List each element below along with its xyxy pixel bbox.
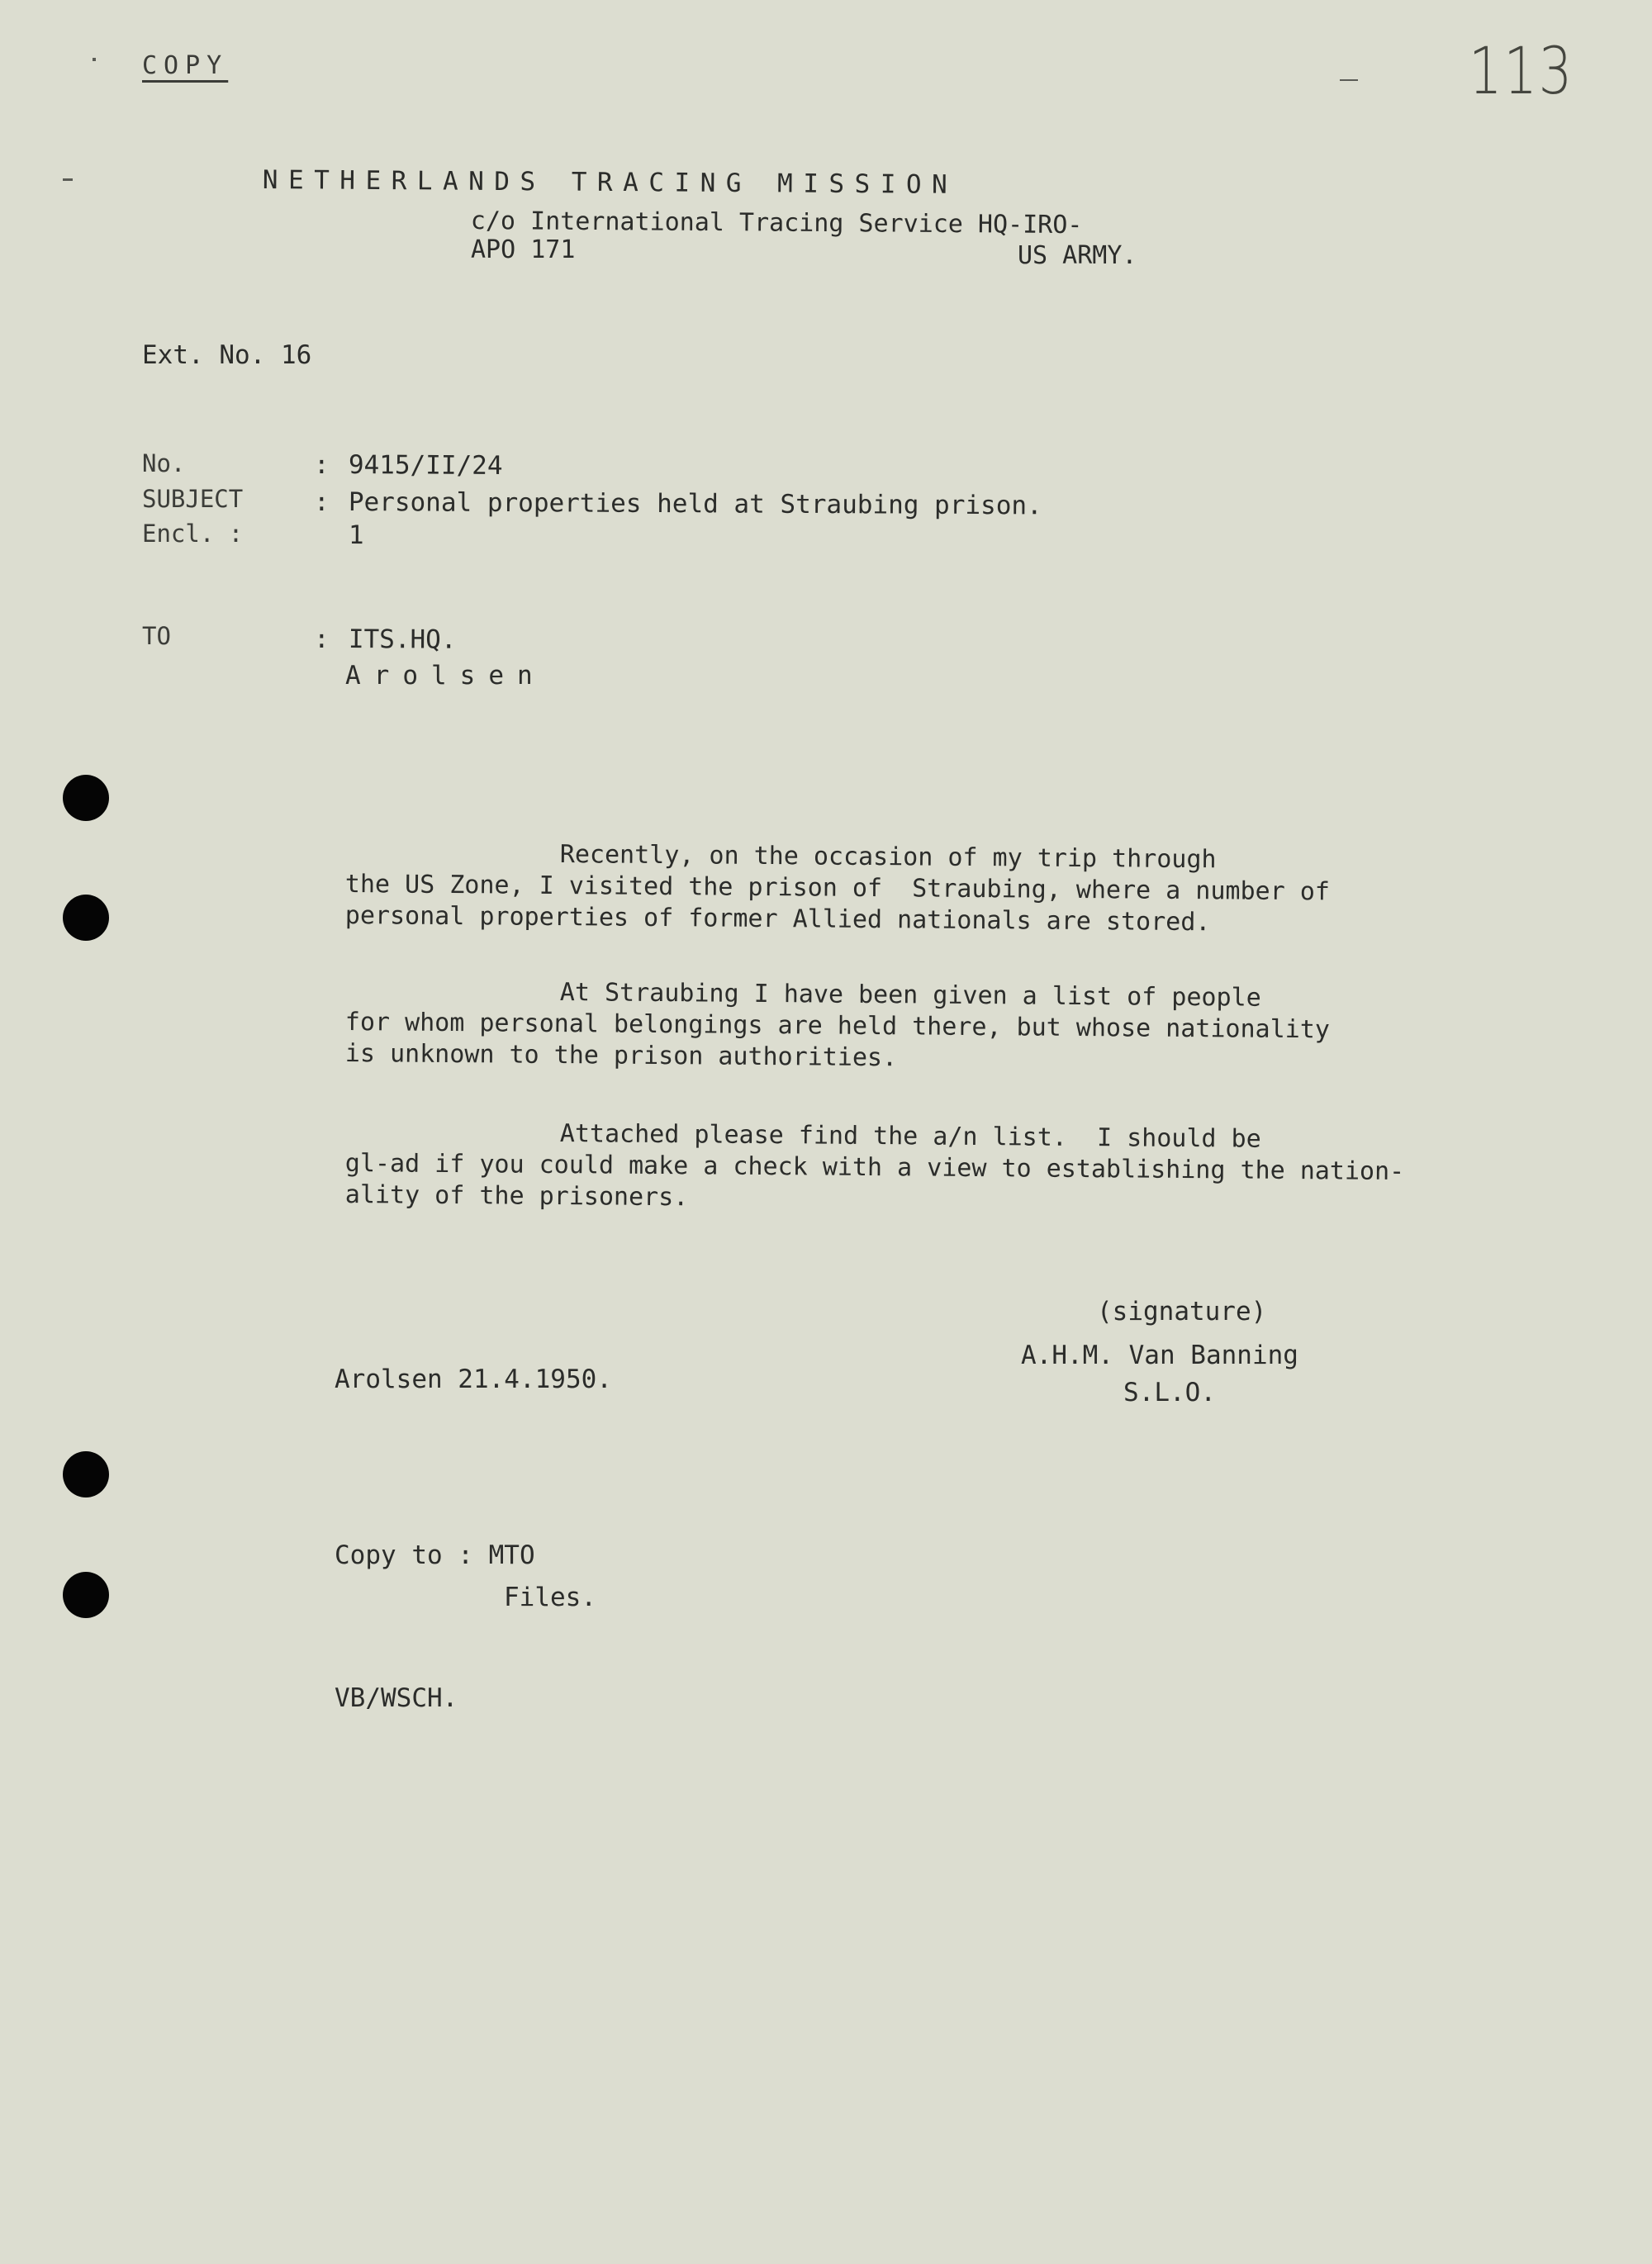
body-line: is unknown to the prison authorities. bbox=[344, 1039, 898, 1073]
body-line: Recently, on the occasion of my trip through bbox=[559, 840, 1217, 875]
punch-hole bbox=[63, 1572, 109, 1618]
signer-title: S.L.O. bbox=[1123, 1378, 1216, 1407]
signature-note: (signature) bbox=[1097, 1297, 1267, 1327]
mission-address: c/o International Tracing Service HQ-IRO- bbox=[470, 206, 1083, 240]
place-date: Arolsen 21.4.1950. bbox=[335, 1365, 612, 1394]
encl-label: Encl. : bbox=[142, 520, 244, 548]
signer-name: A.H.M. Van Banning bbox=[1021, 1341, 1298, 1370]
stray-mark bbox=[1340, 79, 1358, 81]
punch-hole bbox=[63, 775, 109, 821]
stray-mark bbox=[63, 178, 73, 181]
to-colon: : bbox=[314, 624, 330, 654]
copy-to-files: Files. bbox=[504, 1583, 596, 1612]
punch-hole bbox=[63, 1451, 109, 1497]
copy-to: Copy to : MTO bbox=[335, 1540, 535, 1570]
subject-value: Personal properties held at Straubing prison. bbox=[348, 487, 1042, 521]
ext-number: Ext. No. 16 bbox=[142, 340, 312, 370]
subject-label: SUBJECT bbox=[142, 485, 244, 513]
no-colon: : bbox=[314, 450, 330, 480]
punch-hole bbox=[63, 895, 109, 941]
page-number: 113 bbox=[1469, 35, 1574, 109]
body-line: ality of the prisoners. bbox=[344, 1180, 689, 1213]
reference-initials: VB/WSCH. bbox=[335, 1683, 458, 1713]
body-line: Attached please find the a/n list. I should be bbox=[559, 1119, 1261, 1154]
mission-name: NETHERLANDS TRACING MISSION bbox=[262, 165, 958, 200]
no-value: 9415/II/24 bbox=[348, 450, 503, 481]
body-line: At Straubing I have been given a list of people bbox=[559, 978, 1261, 1013]
body-line: for whom personal belongings are held there, but whose nationality bbox=[344, 1008, 1331, 1045]
mission-army: US ARMY. bbox=[1018, 241, 1137, 270]
no-label: No. bbox=[142, 449, 186, 477]
to-label: TO bbox=[142, 622, 171, 650]
body-line: personal properties of former Allied nationals are stored. bbox=[344, 901, 1211, 937]
encl-value: 1 bbox=[348, 520, 364, 551]
body-line: the US Zone, I visited the prison of Straubing, where a number of bbox=[344, 870, 1331, 907]
stray-mark bbox=[93, 58, 96, 61]
copy-mark: COPY bbox=[142, 51, 229, 80]
mission-apo: APO 171 bbox=[471, 235, 576, 264]
subject-colon: : bbox=[314, 487, 330, 517]
to-value: ITS.HQ. bbox=[348, 624, 457, 655]
body-line: gl-ad if you could make a check with a view to establishing the nation- bbox=[344, 1149, 1405, 1187]
to-place: Arolsen bbox=[345, 661, 546, 691]
